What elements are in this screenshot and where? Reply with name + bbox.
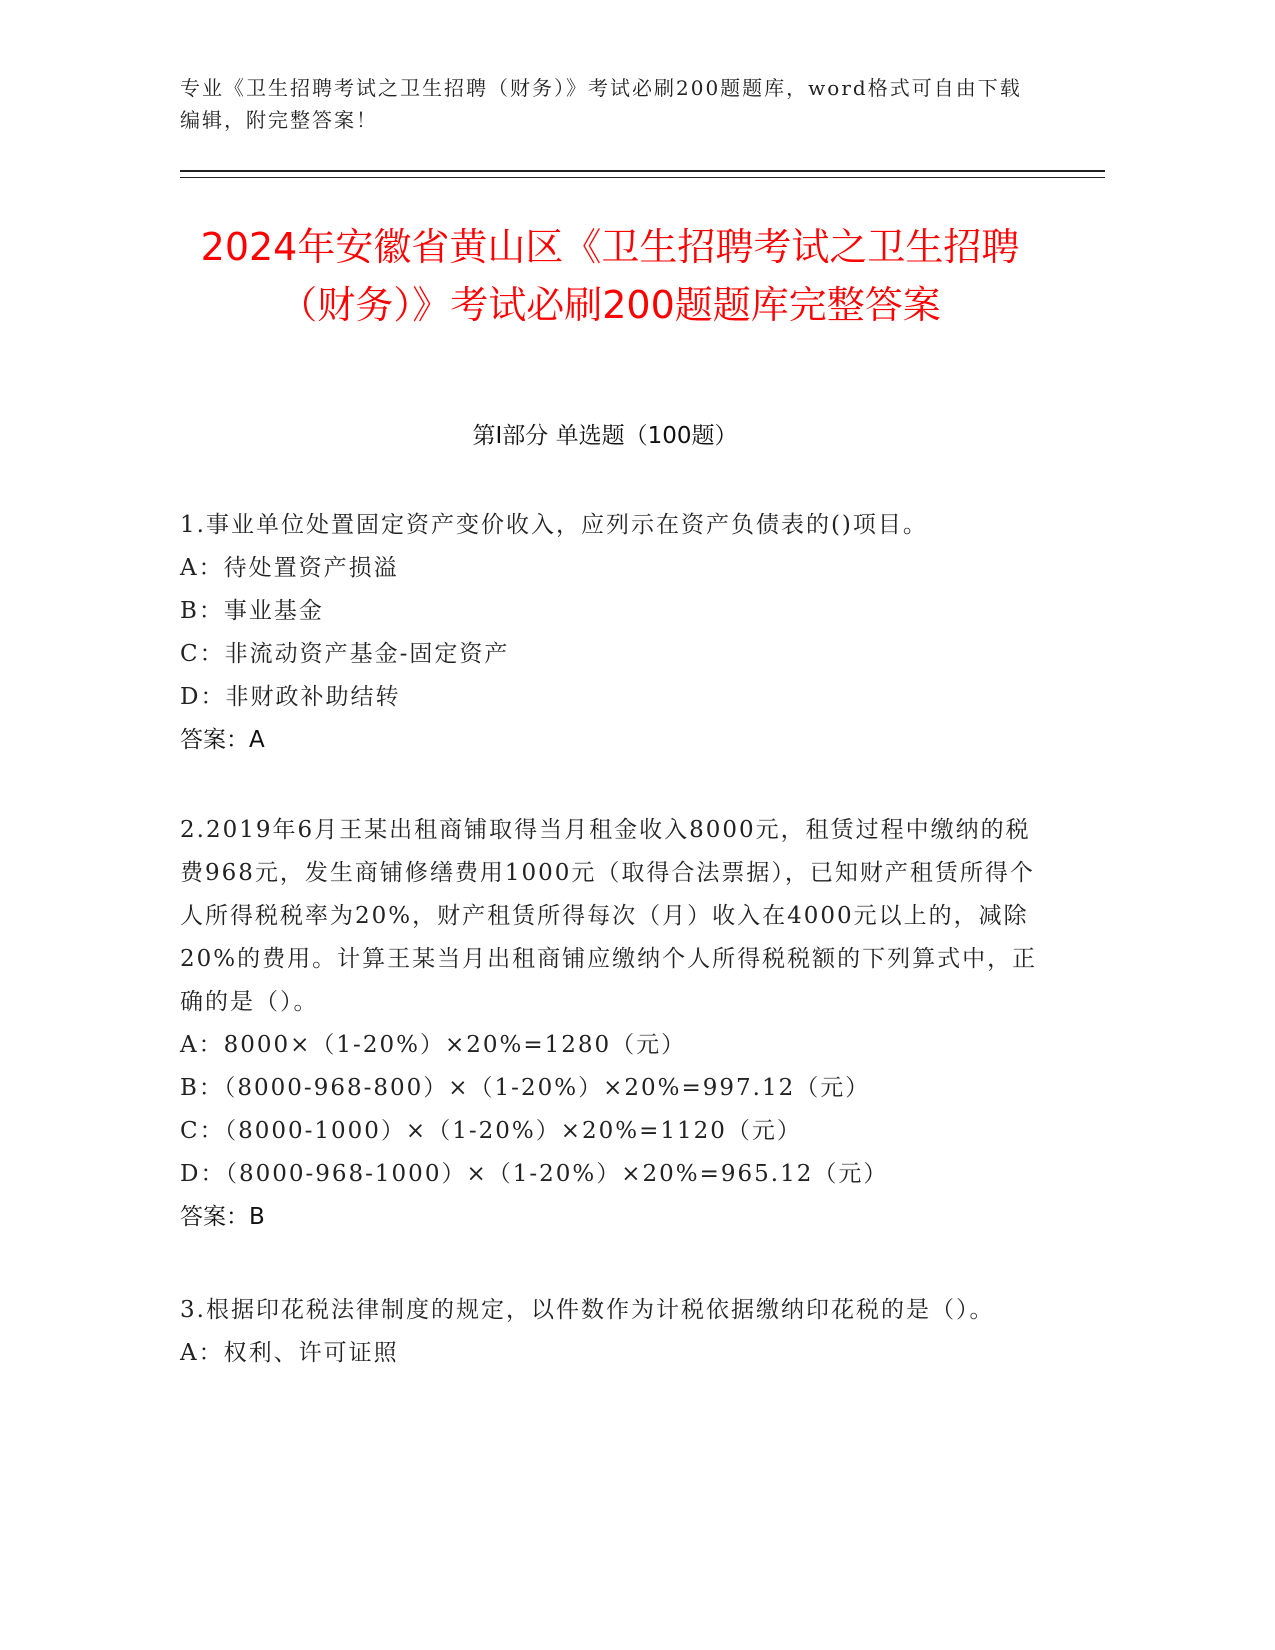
- header-divider-thin: [180, 177, 1105, 178]
- option-b: B：事业基金: [180, 598, 324, 624]
- header-divider-thick: [180, 170, 1105, 172]
- section-heading: 第I部分 单选题（100题）: [472, 423, 738, 449]
- option-d: D：（8000-968-1000）×（1-20%）×20%=965.12（元）: [180, 1161, 889, 1187]
- document-title: 2024年安徽省黄山区《卫生招聘考试之卫生招聘（财务）》考试必刷200题题库完整答案: [200, 225, 1020, 327]
- header-note: 专业《卫生招聘考试之卫生招聘（财务）》考试必刷200题题库，word格式可自由下载编辑，附完整答案！: [180, 76, 1022, 132]
- question-stem: 3.根据印花税法律制度的规定，以件数作为计税依据缴纳印花税的是（）。: [180, 1297, 995, 1323]
- question-stem: 2.2019年6月王某出租商铺取得当月租金收入8000元，租赁过程中缴纳的税费968元，发生商铺修缮费用1000元（取得合法票据），已知财产租赁所得个人所得税税率为20%，财产租赁所得每次（月）收入在4000元以上的，减除20%的费用。计算王某当月出租商铺应缴纳个人所得税税额的下列算式中，正确的是（）。: [180, 817, 1038, 1015]
- option-d: D：非财政补助结转: [180, 684, 401, 710]
- question-2: [180, 809, 1040, 1239]
- question-3: [180, 1289, 1040, 1375]
- question-1: [180, 504, 1040, 762]
- option-a: A：权利、许可证照: [180, 1340, 399, 1366]
- option-a: A：待处置资产损溢: [180, 555, 399, 581]
- option-c: C：非流动资产基金-固定资产: [180, 641, 510, 667]
- option-b: B：（8000-968-800）×（1-20%）×20%=997.12（元）: [180, 1075, 871, 1101]
- option-a: A：8000×（1-20%）×20%=1280（元）: [180, 1032, 687, 1058]
- answer: 答案：A: [180, 727, 265, 753]
- question-stem: 1.事业单位处置固定资产变价收入，应列示在资产负债表的()项目。: [180, 512, 928, 538]
- option-c: C：（8000-1000）×（1-20%）×20%=1120（元）: [180, 1118, 802, 1144]
- answer: 答案：B: [180, 1204, 265, 1230]
